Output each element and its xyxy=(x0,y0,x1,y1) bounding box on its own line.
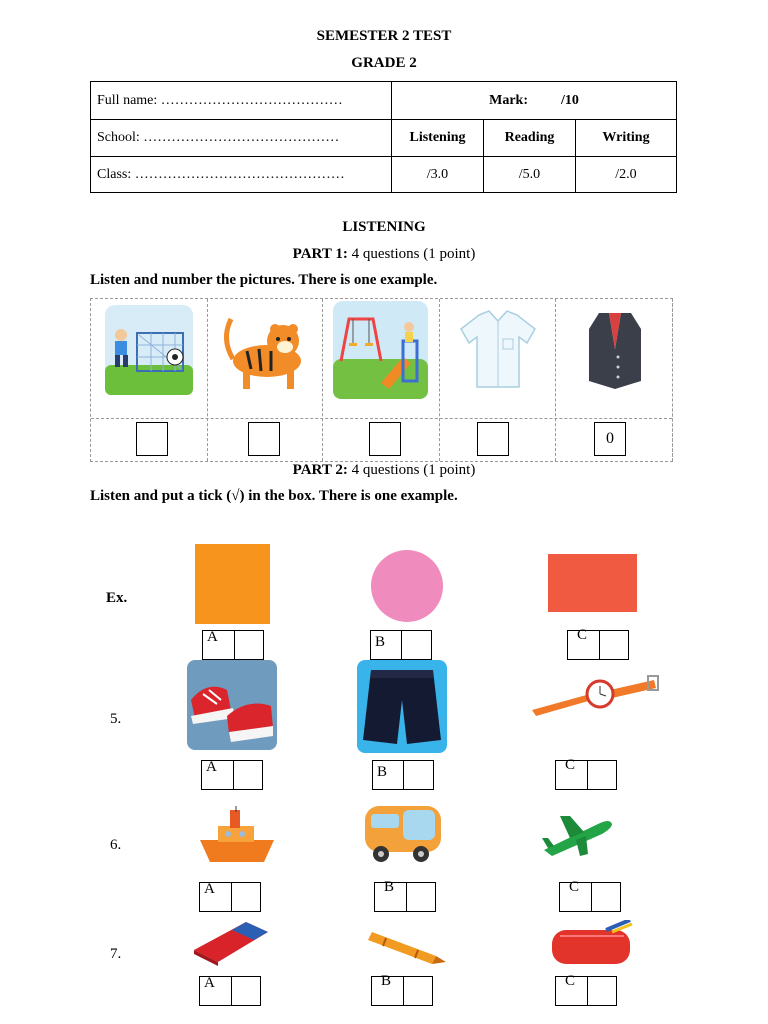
class-field[interactable]: Class: ……………………………………… xyxy=(91,157,392,193)
answer-box-ex-c[interactable]: C xyxy=(567,630,629,660)
shorts-picture xyxy=(357,660,447,753)
playground-picture xyxy=(333,301,428,399)
answer-box-6-c[interactable]: C xyxy=(559,882,621,912)
school-field[interactable]: School: …………………………………… xyxy=(91,120,392,157)
answer-box-7-b[interactable]: B xyxy=(371,976,433,1006)
bus-picture xyxy=(363,798,445,866)
airplane-picture xyxy=(540,808,616,858)
writing-score: /2.0 xyxy=(576,157,677,193)
part2-desc: 4 questions (1 point) xyxy=(351,462,476,478)
listening-score: /3.0 xyxy=(392,157,484,193)
number-box-1[interactable] xyxy=(136,422,168,456)
football-goal-picture xyxy=(105,305,193,395)
answer-box-7-c[interactable]: C xyxy=(555,976,617,1006)
watch-picture xyxy=(530,670,660,716)
eraser-picture xyxy=(192,916,272,966)
grade-title: GRADE 2 xyxy=(351,55,417,71)
part2-instruction: Listen and put a tick (√) in the box. There is one example. xyxy=(90,488,458,504)
pencil-case-picture xyxy=(550,920,634,966)
listening-header: Listening xyxy=(392,120,484,157)
reading-header: Reading xyxy=(484,120,576,157)
row-label-6: 6. xyxy=(110,837,122,853)
number-box-example[interactable]: 0 xyxy=(594,422,626,456)
tiger-picture xyxy=(217,309,313,397)
answer-box-5-a[interactable]: A xyxy=(201,760,263,790)
row-label-example: Ex. xyxy=(106,590,128,606)
part2-title: PART 2: xyxy=(292,462,348,478)
answer-box-6-a[interactable]: A xyxy=(199,882,261,912)
shirt-picture xyxy=(457,309,539,391)
answer-box-6-b[interactable]: B xyxy=(374,882,436,912)
answer-box-7-a[interactable]: A xyxy=(199,976,261,1006)
answer-box-ex-b[interactable]: B xyxy=(370,630,432,660)
answer-box-5-c[interactable]: C xyxy=(555,760,617,790)
writing-header: Writing xyxy=(576,120,677,157)
grid-divider xyxy=(91,418,672,419)
orange-square-shape xyxy=(195,544,270,624)
mark-value: /10 xyxy=(561,92,579,108)
pink-circle-shape xyxy=(371,550,443,622)
mark-cell xyxy=(392,82,677,120)
answer-box-ex-a[interactable]: A xyxy=(202,630,264,660)
vest-picture xyxy=(585,309,645,391)
answer-box-5-b[interactable]: B xyxy=(372,760,434,790)
info-table xyxy=(90,81,677,193)
boat-picture xyxy=(198,806,276,866)
red-rectangle-shape xyxy=(548,554,637,612)
mark-label: Mark: xyxy=(489,92,528,108)
sneakers-picture xyxy=(187,660,277,750)
row-label-5: 5. xyxy=(110,711,122,727)
part1-heading xyxy=(0,246,768,263)
crayon-picture xyxy=(366,926,446,966)
part1-title: PART 1: xyxy=(292,246,348,262)
number-box-2[interactable] xyxy=(248,422,280,456)
section-title: LISTENING xyxy=(342,219,426,235)
number-box-4[interactable] xyxy=(477,422,509,456)
full-name-field[interactable]: Full name: ………………………………… xyxy=(91,82,392,120)
part1-instruction: Listen and number the pictures. There is one example. xyxy=(90,272,438,288)
row-label-7: 7. xyxy=(110,946,122,962)
part1-picture-grid xyxy=(90,298,673,462)
part1-desc: 4 questions (1 point) xyxy=(351,246,476,262)
reading-score: /5.0 xyxy=(484,157,576,193)
number-box-3[interactable] xyxy=(369,422,401,456)
part2-heading xyxy=(0,462,768,479)
test-title: SEMESTER 2 TEST xyxy=(316,28,452,44)
